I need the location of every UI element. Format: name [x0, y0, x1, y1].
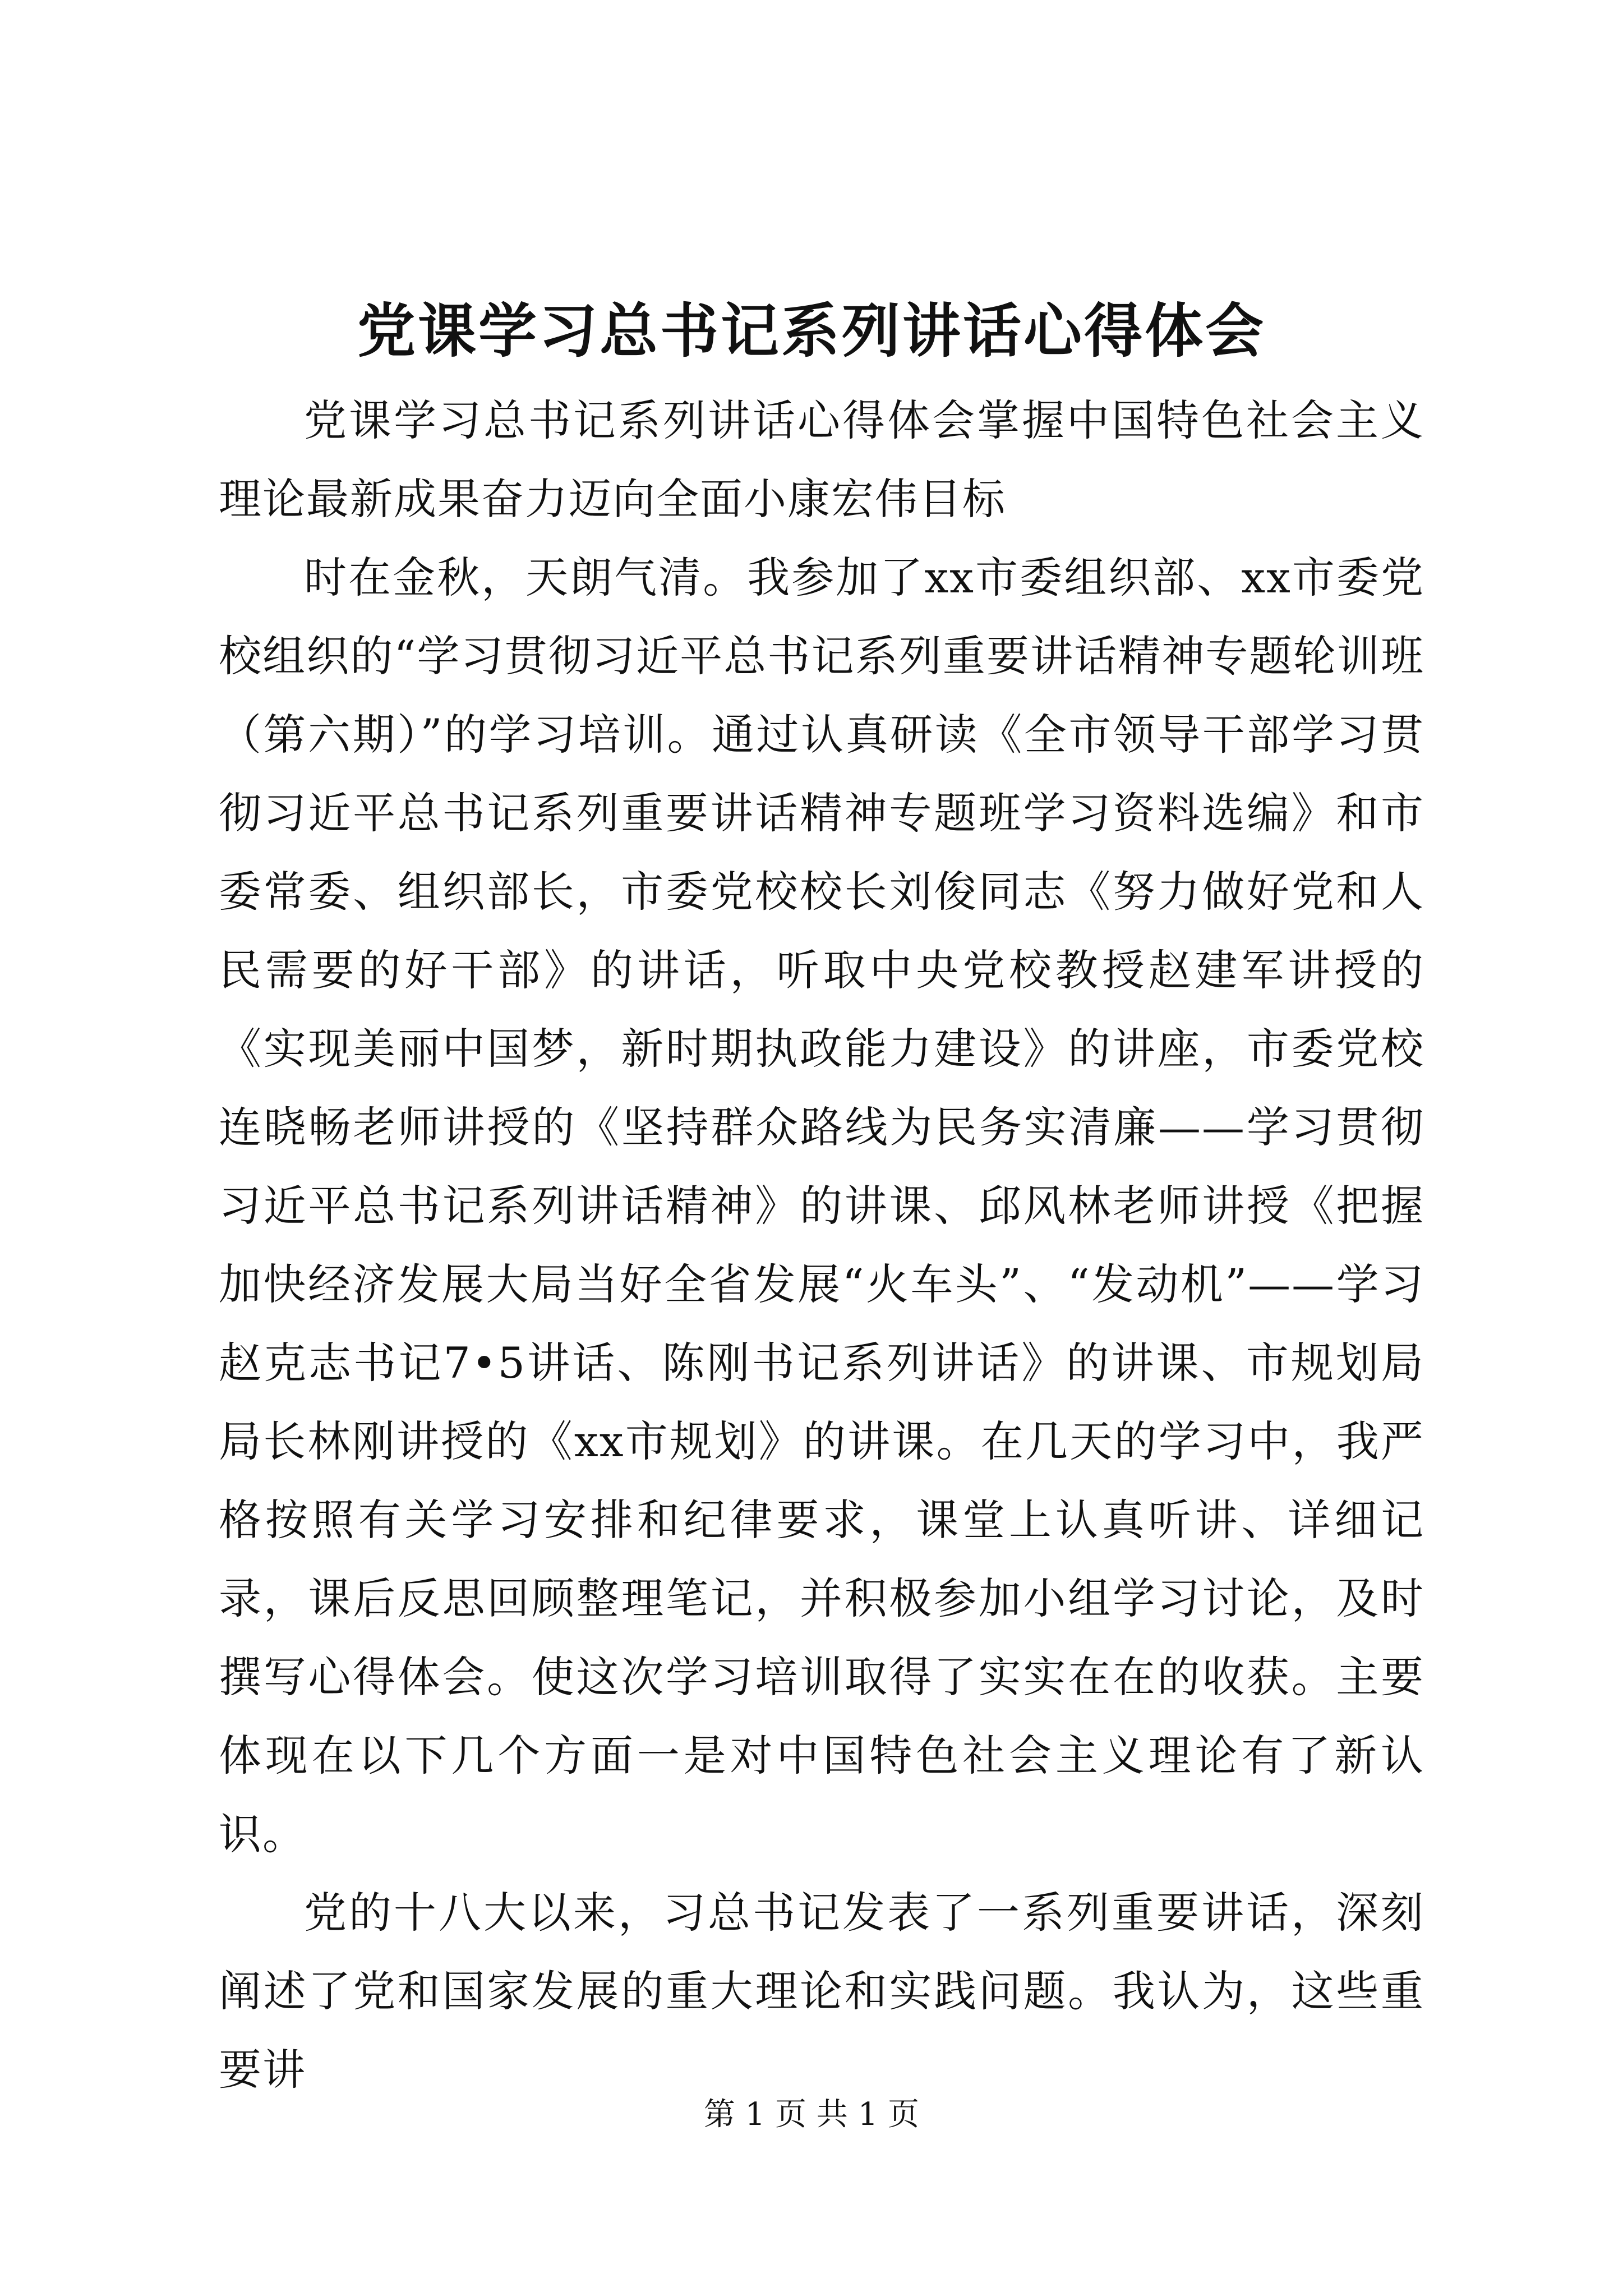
- paragraph-speeches: 党的十八大以来，习总书记发表了一系列重要讲话，深刻阐述了党和国家发展的重大理论和实践问题。我认为，这些重要讲: [219, 1888, 1424, 2095]
- document-title: 党课学习总书记系列讲话心得体会: [357, 296, 1266, 365]
- document-body: [219, 381, 1424, 2109]
- page-number-footer: 第 1 页 共 1 页: [703, 2096, 920, 2133]
- paragraph-intro: 党课学习总书记系列讲话心得体会掌握中国特色社会主义理论最新成果奋力迈向全面小康宏伟目标: [219, 395, 1424, 524]
- paragraph-training: 时在金秋，天朗气清。我参加了xx市委组织部、xx市委党校组织的“学习贯彻习近平总书记系列重要讲话精神专题轮训班（第六期）”的学习培训。通过认真研读《全市领导干部学习贯彻习近平总书记系列重要讲话精神专题班学习资料选编》和市委常委、组织部长，市委党校校长刘俊同志《努力做好党和人民需要的好干部》的讲话，听取中央党校教授赵建军讲授的《实现美丽中国梦，新时期执政能力建设》的讲座，市委党校连晓畅老师讲授的《坚持群众路线为民务实清廉——学习贯彻习近平总书记系列讲话精神》的讲课、邱风林老师讲授《把握加快经济发展大局当好全省发展“火车头”、“发动机”——学习赵克志书记7•5讲话、陈刚书记系列讲话》的讲课、市规划局局长林刚讲授的《xx市规划》的讲课。在几天的学习中，我严格按照有关学习安排和纪律要求，课堂上认真听讲、详细记录，课后反思回顾整理笔记，并积极参加小组学习讨论，及时撰写心得体会。使这次学习培训取得了实实在在的收获。主要体现在以下几个方面一是对中国特色社会主义理论有了新认识。: [219, 553, 1424, 1859]
